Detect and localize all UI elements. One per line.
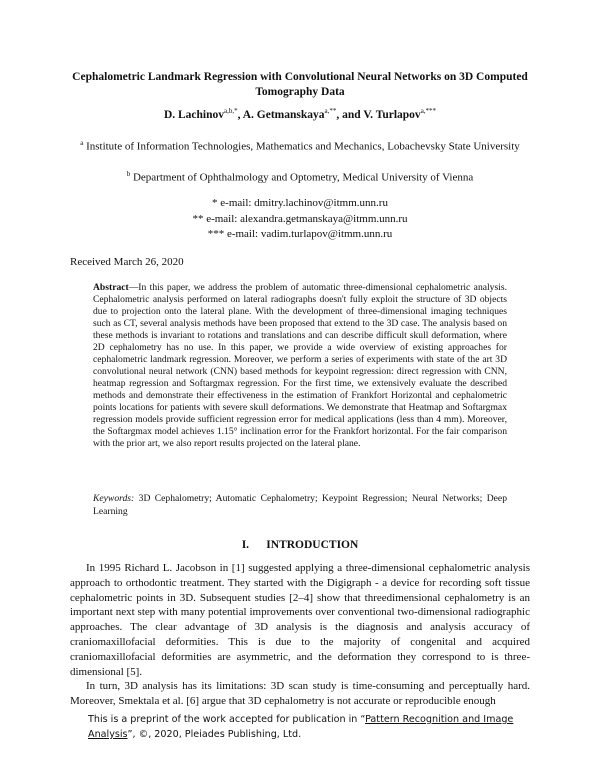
author-affiliation-mark: a,***: [420, 107, 437, 115]
email-line: ** e-mail: alexandra.getmanskaya@itmm.unn.ru: [192, 212, 408, 225]
author-affiliation-mark: a,b,*: [224, 107, 238, 115]
affiliation-text: Institute of Information Technologies, Mathematics and Mechanics, Lobachevsky State University: [86, 140, 520, 153]
section-heading: I. INTRODUCTION: [241, 539, 359, 551]
author-name: A. Getmanskaya: [242, 108, 325, 121]
author-separator: ,: [237, 108, 243, 121]
preprint-prefix: This is a preprint of the work accepted for publication in “: [88, 714, 366, 725]
affiliation-mark: a: [80, 139, 84, 147]
affiliation: [80, 167, 520, 186]
keywords: [93, 493, 507, 518]
paragraph: In 1995 Richard L. Jacobson in [1] suggested applying a three-dimensional cephalometric analysis approach to orthodontic treatment. They started with the Digigraph - a device for recording soft tissue cephalometric points in 3D. Subsequent studies [2–4] show that threedimensional cephalometry is an important next step with many potential improvements over conventional two-dimensional radiographic approaches. The clear advantage of 3D analysis is the diagnosis and analysis accuracy of craniomaxillofacial deformities. This is due to the majority of congenital and acquired craniomaxillofacial deformities are asymmetric, and the deformation they correspond to is three-dimensional [5].: [70, 562, 530, 678]
author-separator: , and: [336, 108, 364, 121]
abstract-label: Abstract: [93, 282, 129, 293]
author-name: V. Turlapov: [363, 108, 421, 121]
author-affiliation-mark: a,**: [324, 107, 337, 115]
author-list: [60, 107, 540, 121]
affiliation-text: Department of Ophthalmology and Optometry, Medical University of Vienna: [132, 171, 474, 184]
preprint-suffix: ”, ©, 2020, Pleiades Publishing, Ltd.: [127, 729, 302, 740]
paper-title: Cephalometric Landmark Regression with Convolutional Neural Networks on 3D Computed Tomography Data: [72, 71, 528, 98]
abstract-text: —In this paper, we address the problem of automatic three-dimensional cephalometric analysis. Cephalometric analysis performed on lateral radiographs doesn't fully exploit the structure of 3D objects due to projection onto the lateral plane. With the development of three-dimensional imaging techniques such as CT, several analysis methods have been proposed that extend to the 3D case. The analysis based on these methods is invariant to rotations and translations and can describe difficult skull deformation, where 2D cephalometry has no use. In this paper, we provide a wide overview of existing approaches for cephalometric landmark regression. Moreover, we perform a series of experiments with state of the art 3D convolutional neural network (CNN) based methods for keypoint regression: direct regression with CNN, heatmap regression and Softargmax regression. For the first time, we extensively evaluate the described methods and demonstrate their effectiveness in the estimation of Frankfort Horizontal and cephalometric points locations for patients with severe skull deformations. We demonstrate that Heatmap and Softargmax regression models provide sufficient regression error for medical applications (less than 4 mm). Moreover, the Softargmax model achieves 1.15° inclination error for the Frankfort horizontal. For the fair comparison with the prior art, we also report results projected on the lateral plane.: [93, 282, 507, 449]
paragraph: In turn, 3D analysis has its limitations: 3D scan study is time-consuming and perceptually hard. Moreover, Smektala et al. [6] argue that 3D cephalometry is not accurate or reproducible enough: [70, 680, 530, 708]
received-date: Received March 26, 2020: [70, 256, 184, 268]
journal-link[interactable]: Pattern Recognition and Image Analysis: [88, 714, 514, 740]
email-line: * e-mail: dmitry.lachinov@itmm.unn.ru: [212, 197, 388, 209]
author-name: D. Lachinov: [163, 108, 225, 121]
email-list: [0, 196, 600, 243]
abstract: [93, 282, 507, 450]
email-line: *** e-mail: vadim.turlapov@itmm.unn.ru: [207, 228, 393, 240]
preprint-notice: [88, 712, 533, 742]
keywords-label: Keywords:: [93, 493, 135, 504]
affiliation-mark: b: [126, 170, 131, 178]
body-text: [70, 561, 530, 709]
keywords-text: 3D Cephalometry; Automatic Cephalometry; Keypoint Regression; Neural Networks; Deep Learning: [93, 493, 507, 517]
affiliation: [80, 136, 520, 155]
